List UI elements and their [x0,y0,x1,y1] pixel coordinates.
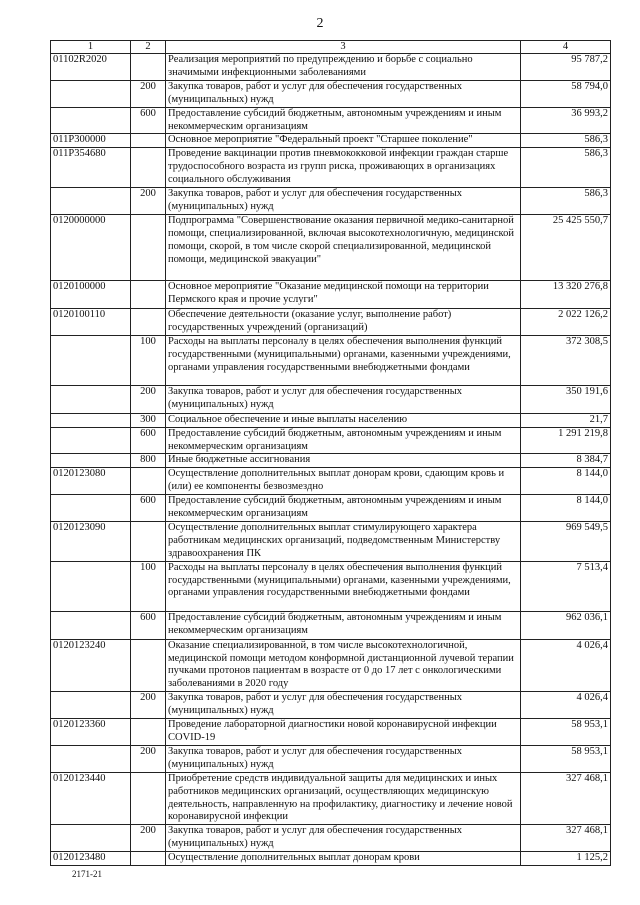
classification-code [51,188,131,215]
expense-type-code [131,148,166,188]
table-row [51,385,611,413]
classification-code [51,413,131,427]
amount-value: 586,3 [521,134,611,148]
expense-type-code [131,852,166,866]
classification-code: 0120123080 [51,468,131,495]
expense-type-code: 100 [131,561,166,611]
item-description: Обеспечение деятельности (оказание услуг, выполнение работ) государственных учреждений (организаций) [166,308,521,335]
item-description: Закупка товаров, работ и услуг для обеспечения государственных (муниципальных) нужд [166,80,521,107]
table-row [51,772,611,825]
classification-code: 011P300000 [51,134,131,148]
amount-value: 7 513,4 [521,561,611,611]
expense-type-code: 600 [131,107,166,134]
table-row [51,80,611,107]
amount-value: 25 425 550,7 [521,214,611,280]
table-row [51,148,611,188]
table-row [51,308,611,335]
table-body [51,54,611,866]
classification-code [51,335,131,385]
table-row [51,454,611,468]
classification-code [51,107,131,134]
table-row [51,107,611,134]
amount-value: 586,3 [521,148,611,188]
table-row [51,188,611,215]
item-description: Приобретение средств индивидуальной защиты для медицинских и иных работников медицинских организаций, осуществляющих медицинскую деятельность, направленную на профилактику, диагностику и лечение новой коронавирусной инфекции [166,772,521,825]
amount-value: 969 549,5 [521,521,611,561]
item-description: Расходы на выплаты персоналу в целях обеспечения выполнения функций государственными (муниципальными) органами, казенными учреждениями, органами управления государственными внебюджетными фондами [166,561,521,611]
expense-type-code [131,54,166,81]
table-row [51,745,611,772]
classification-code [51,495,131,522]
expense-type-code: 200 [131,80,166,107]
table-row [51,719,611,746]
item-description: Основное мероприятие "Федеральный проект "Старшее поколение" [166,134,521,148]
table-row [51,280,611,308]
table-row [51,852,611,866]
expense-type-code [131,214,166,280]
amount-value: 21,7 [521,413,611,427]
item-description: Предоставление субсидий бюджетным, автономным учреждениям и иным некоммерческим организациям [166,495,521,522]
expense-type-code [131,719,166,746]
amount-value: 372 308,5 [521,335,611,385]
table-row [51,639,611,692]
item-description: Предоставление субсидий бюджетным, автономным учреждениям и иным некоммерческим организациям [166,427,521,454]
item-description: Основное мероприятие "Оказание медицинской помощи на территории Пермского края и прочие услуги" [166,280,521,308]
budget-table [50,40,611,866]
amount-value: 13 320 276,8 [521,280,611,308]
classification-code: 0120123360 [51,719,131,746]
item-description: Предоставление субсидий бюджетным, автономным учреждениям и иным некоммерческим организациям [166,107,521,134]
amount-value: 1 125,2 [521,852,611,866]
table-row [51,521,611,561]
classification-code [51,561,131,611]
table-row [51,561,611,611]
item-description: Предоставление субсидий бюджетным, автономным учреждениям и иным некоммерческим организациям [166,611,521,639]
table-row [51,134,611,148]
expense-type-code: 200 [131,825,166,852]
classification-code: 0120100000 [51,280,131,308]
document-code: 2171-21 [72,869,102,879]
item-description: Социальное обеспечение и иные выплаты населению [166,413,521,427]
header-col-4: 4 [521,41,611,54]
table-row [51,427,611,454]
classification-code [51,427,131,454]
item-description: Осуществление дополнительных выплат донорам крови, сдающим кровь и (или) ее компоненты безвозмездно [166,468,521,495]
expense-type-code [131,521,166,561]
table-row [51,825,611,852]
header-col-3: 3 [166,41,521,54]
expense-type-code: 800 [131,454,166,468]
table-row [51,413,611,427]
expense-type-code: 200 [131,745,166,772]
classification-code: 0120100110 [51,308,131,335]
item-description: Проведение вакцинации против пневмококковой инфекции граждан старше трудоспособного возраста из групп риска, проживающих в организациях социального обслуживания [166,148,521,188]
amount-value: 962 036,1 [521,611,611,639]
classification-code [51,745,131,772]
amount-value: 58 794,0 [521,80,611,107]
classification-code: 0120000000 [51,214,131,280]
expense-type-code: 300 [131,413,166,427]
amount-value: 8 144,0 [521,495,611,522]
expense-type-code: 100 [131,335,166,385]
expense-type-code [131,639,166,692]
table-row [51,214,611,280]
amount-value: 36 993,2 [521,107,611,134]
classification-code [51,454,131,468]
amount-value: 4 026,4 [521,639,611,692]
expense-type-code [131,134,166,148]
expense-type-code: 200 [131,692,166,719]
amount-value: 58 953,1 [521,719,611,746]
classification-code: 0120123240 [51,639,131,692]
amount-value: 95 787,2 [521,54,611,81]
item-description: Закупка товаров, работ и услуг для обеспечения государственных (муниципальных) нужд [166,385,521,413]
classification-code [51,611,131,639]
table-row [51,335,611,385]
table-row [51,54,611,81]
classification-code [51,692,131,719]
item-description: Закупка товаров, работ и услуг для обеспечения государственных (муниципальных) нужд [166,188,521,215]
item-description: Закупка товаров, работ и услуг для обеспечения государственных (муниципальных) нужд [166,745,521,772]
classification-code: 0120123440 [51,772,131,825]
amount-value: 327 468,1 [521,772,611,825]
expense-type-code: 600 [131,427,166,454]
classification-code [51,80,131,107]
amount-value: 1 291 219,8 [521,427,611,454]
expense-type-code [131,280,166,308]
item-description: Осуществление дополнительных выплат стимулирующего характера работникам медицинских организаций, подведомственным Министерству здравоохранения ПК [166,521,521,561]
amount-value: 2 022 126,2 [521,308,611,335]
classification-code: 0120123090 [51,521,131,561]
item-description: Закупка товаров, работ и услуг для обеспечения государственных (муниципальных) нужд [166,692,521,719]
table-row [51,692,611,719]
amount-value: 350 191,6 [521,385,611,413]
table-header [51,41,611,54]
amount-value: 4 026,4 [521,692,611,719]
item-description: Расходы на выплаты персоналу в целях обеспечения выполнения функций государственными (муниципальными) органами, казенными учреждениями, органами управления государственными внебюджетными фондами [166,335,521,385]
item-description: Закупка товаров, работ и услуг для обеспечения государственных (муниципальных) нужд [166,825,521,852]
amount-value: 327 468,1 [521,825,611,852]
item-description: Осуществление дополнительных выплат донорам крови [166,852,521,866]
amount-value: 8 144,0 [521,468,611,495]
item-description: Реализация мероприятий по предупреждению и борьбе с социально значимыми инфекционными заболеваниями [166,54,521,81]
classification-code: 0120123480 [51,852,131,866]
expense-type-code [131,308,166,335]
page-number: 2 [316,16,324,31]
amount-value: 8 384,7 [521,454,611,468]
classification-code [51,825,131,852]
header-col-2: 2 [131,41,166,54]
expense-type-code: 200 [131,385,166,413]
expense-type-code: 600 [131,611,166,639]
header-col-1: 1 [51,41,131,54]
item-description: Иные бюджетные ассигнования [166,454,521,468]
expense-type-code [131,772,166,825]
amount-value: 58 953,1 [521,745,611,772]
table-row [51,468,611,495]
expense-type-code: 600 [131,495,166,522]
amount-value: 586,3 [521,188,611,215]
table-row [51,495,611,522]
item-description: Оказание специализированной, в том числе высокотехнологичной, медицинской помощи методом конформной дистанционной лучевой терапии пучками протонов пациентам в возрасте от 0 до 17 лет с онкологическими заболеваниями в 2020 году [166,639,521,692]
item-description: Подпрограмма "Совершенствование оказания первичной медико-санитарной помощи, специализированной, включая высокотехнологичную, медицинской помощи, скорой, в том числе скорой специализированной, медицинской помощи, медицинской эвакуации" [166,214,521,280]
item-description: Проведение лабораторной диагностики новой коронавирусной инфекции COVID-19 [166,719,521,746]
expense-type-code: 200 [131,188,166,215]
table-row [51,611,611,639]
classification-code: 01102R2020 [51,54,131,81]
classification-code: 011P354680 [51,148,131,188]
classification-code [51,385,131,413]
expense-type-code [131,468,166,495]
